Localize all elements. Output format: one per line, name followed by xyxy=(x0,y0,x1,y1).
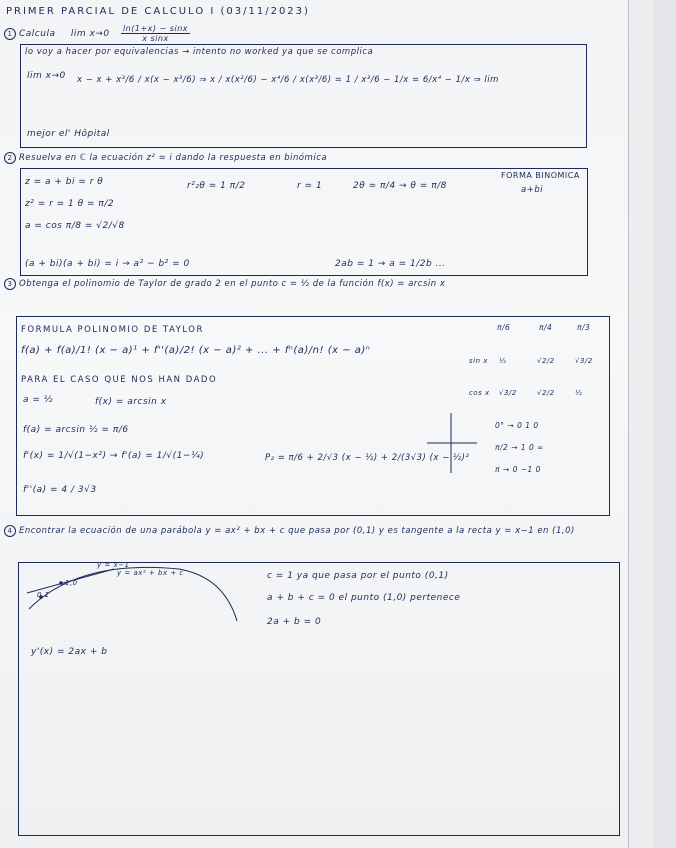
q3-formula-title: FORMULA POLINOMIO DE TAYLOR xyxy=(21,325,204,335)
q1-limit: lim x→0 xyxy=(70,29,110,39)
q1-answer-box xyxy=(20,44,587,148)
q3-cos-2: √2/2 xyxy=(537,389,555,397)
q3-case-title: PARA EL CASO QUE NOS HAN DADO xyxy=(21,375,218,385)
q2-prompt xyxy=(4,152,327,164)
q3-step-1: f(a) = arcsin ½ = π/6 xyxy=(23,425,129,435)
q4-work-2: a + b + c = 0 el punto (1,0) pertenece xyxy=(267,593,461,603)
q4-sketch-label-parabola: y = ax² + bx + c xyxy=(117,569,184,577)
q3-step-2: f'(x) = 1/√(1−x²) → f'(a) = 1/√(1−¼) xyxy=(23,451,205,461)
q2-line-4: 2θ = π/4 → θ = π/8 xyxy=(353,181,447,191)
q1-prompt-text: Calcula xyxy=(19,29,56,39)
q3-table-col-2: π/4 xyxy=(539,323,553,332)
q1-expr-den: x sinx xyxy=(142,34,169,43)
q2-prompt-text: Resuelva en ℂ la ecuación z² = i dando la respuesta en binómica xyxy=(19,153,328,163)
q1-expression xyxy=(121,24,190,43)
q4-sketch-label-point-a: 0,1 xyxy=(37,591,50,599)
q1-expr-num: ln(1+x) − sinx xyxy=(122,24,188,33)
q2-answer-box xyxy=(20,168,588,276)
q2-line-2: r²₂θ = 1 π/2 xyxy=(187,181,246,191)
q3-arc-row-3: π → 0 −1 0 xyxy=(495,465,541,474)
q3-poly: P₂ = π/6 + 2/√3 (x − ½) + 2/(3√3) (x − ½)² xyxy=(265,453,470,463)
q2-line-7: (a + bi)(a + bi) = i → a² − b² = 0 xyxy=(25,259,190,269)
unit-circle-sketch xyxy=(421,409,481,479)
q3-cos-3: ½ xyxy=(575,389,583,397)
q3-sin-2: √2/2 xyxy=(537,357,555,365)
q1-prompt xyxy=(4,24,190,43)
q4-work-1: c = 1 ya que pasa por el punto (0,1) xyxy=(267,571,449,581)
q3-arc-row-2: π/2 → 1 0 ∞ xyxy=(495,443,544,452)
q3-case-a: a = ½ xyxy=(23,395,54,405)
q4-sketch-label-line: y = x−1 xyxy=(97,561,130,569)
q3-step-3: f''(a) = 4 / 3√3 xyxy=(23,485,97,495)
q1-work: x − x + x³/6 / x(x − x³/6) ⇒ x / x(x²/6) − x⁴/6 / x(x³/6) = 1 / x³/6 − 1/x = 6/x⁴ − 1/x ⇒ lim xyxy=(77,75,499,85)
q2-line-6: a = cos π/8 = √2/√8 xyxy=(25,221,125,231)
q2-side-note-value: a+bi xyxy=(521,185,544,195)
q3-cos-label: cos x xyxy=(469,389,490,397)
q3-answer-box xyxy=(16,316,610,516)
q2-side-note-title: FORMA BINOMICA xyxy=(501,171,580,180)
exam-header: PRIMER PARCIAL DE CALCULO I (03/11/2023) xyxy=(6,6,310,17)
q4-number: 4 xyxy=(4,525,16,537)
q3-number: 3 xyxy=(4,278,16,290)
q4-sketch-label-point-b: 1,0 xyxy=(65,579,78,587)
q4-work-3: 2a + b = 0 xyxy=(267,617,322,627)
q4-prompt xyxy=(4,520,616,542)
q3-sin-label: sin x xyxy=(469,357,488,365)
q1-number: 1 xyxy=(4,28,16,40)
q3-table-col-3: π/3 xyxy=(577,323,591,332)
q3-table-col-1: π/6 xyxy=(497,323,511,332)
q3-cos-1: √3/2 xyxy=(499,389,517,397)
q3-prompt xyxy=(4,278,445,290)
q2-line-8: 2ab = 1 → a = 1/2b ... xyxy=(335,259,446,269)
q2-number: 2 xyxy=(4,152,16,164)
q2-line-5: z² = r = 1 θ = π/2 xyxy=(25,199,115,209)
q1-lim-label: lim x→0 xyxy=(27,71,66,81)
q2-line-1: z = a + bi = r θ xyxy=(25,177,104,187)
q3-arc-row-1: 0° → 0 1 0 xyxy=(495,421,539,430)
q1-better: mejor el' Hôpital xyxy=(27,129,110,139)
q3-case-f: f(x) = arcsin x xyxy=(95,397,167,407)
q4-prompt-text: Encontrar la ecuación de una parábola y = ax² + bx + c que pasa por (0,1) y es tangente a la recta y = x−1 en (1,0) xyxy=(19,526,575,536)
q1-note: lo voy a hacer por equivalencias → intento no worked ya que se complica xyxy=(25,47,374,57)
q3-formula: f(a) + f(a)/1! (x − a)¹ + f''(a)/2! (x − a)² + ... + fⁿ(a)/n! (x − a)ⁿ xyxy=(21,345,371,356)
q3-prompt-text: Obtenga el polinomio de Taylor de grado 2 en el punto c = ½ de la función f(x) = arcsin x xyxy=(19,279,446,289)
q3-sin-1: ½ xyxy=(499,357,507,365)
q4-derivative: y'(x) = 2ax + b xyxy=(31,647,108,657)
q3-sin-3: √3/2 xyxy=(575,357,593,365)
q4-answer-box xyxy=(18,562,620,836)
q2-line-3: r = 1 xyxy=(297,181,323,191)
